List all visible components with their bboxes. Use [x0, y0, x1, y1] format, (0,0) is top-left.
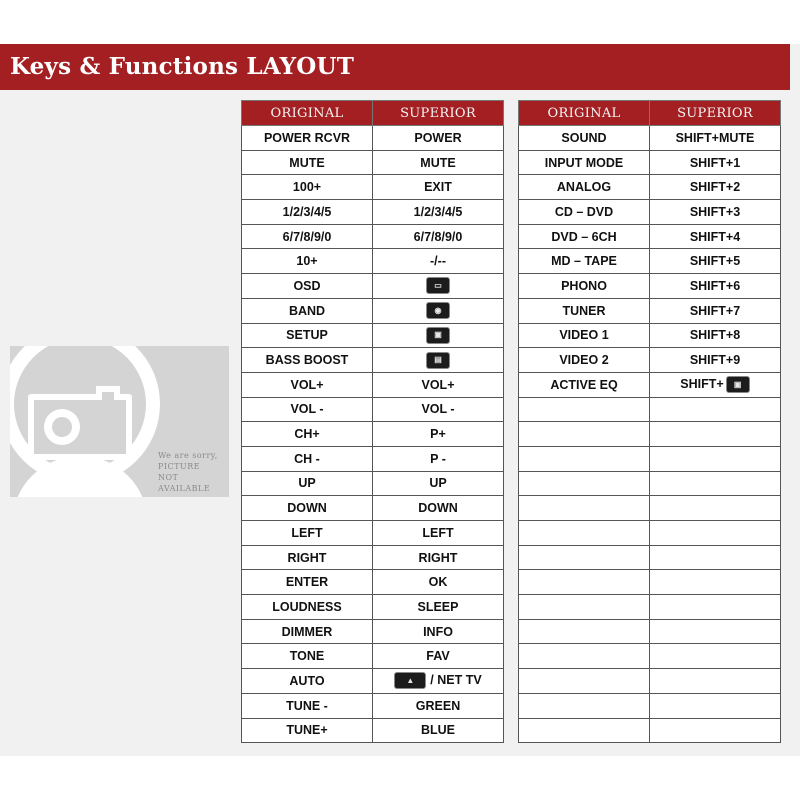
- table-row: [519, 545, 781, 570]
- cell-original: TONE: [242, 644, 373, 669]
- cell-superior: DOWN: [373, 496, 504, 521]
- table-header-row: [519, 101, 781, 126]
- rectangle-icon: [426, 277, 450, 294]
- table-row: [519, 126, 781, 151]
- table-row: [242, 595, 504, 620]
- cell-original: VIDEO 2: [519, 348, 650, 373]
- table-row: [242, 521, 504, 546]
- note-line: NOT: [158, 473, 179, 482]
- cell-original: TUNE+: [242, 718, 373, 743]
- cell-superior: INFO: [373, 619, 504, 644]
- folder-icon: [426, 327, 450, 344]
- cell-original: [519, 422, 650, 447]
- note-line: PICTURE: [158, 462, 201, 471]
- table-header-row: [242, 101, 504, 126]
- cell-original: BASS BOOST: [242, 348, 373, 373]
- table-row: [242, 669, 504, 694]
- cell-superior: SHIFT+3: [650, 200, 781, 225]
- table-row: [242, 200, 504, 225]
- table-row: [519, 150, 781, 175]
- cell-original: LOUDNESS: [242, 595, 373, 620]
- cell-original: [519, 669, 650, 694]
- table-row: [242, 224, 504, 249]
- cell-original: [519, 595, 650, 620]
- table-row: [242, 644, 504, 669]
- table-row: [242, 175, 504, 200]
- cell-superior: P+: [373, 422, 504, 447]
- cell-original: ACTIVE EQ: [519, 372, 650, 397]
- cell-superior: 6/7/8/9/0: [373, 224, 504, 249]
- table-row: [242, 298, 504, 323]
- cell-superior: OK: [373, 570, 504, 595]
- column-header-original: ORIGINAL: [519, 101, 650, 126]
- note-line: AVAILABLE: [158, 484, 211, 493]
- cell-superior-label: / NET TV: [430, 673, 482, 688]
- table-row: [519, 521, 781, 546]
- table-row: [519, 619, 781, 644]
- table-row: [519, 644, 781, 669]
- table-row: [519, 372, 781, 397]
- table-row: [242, 274, 504, 299]
- key-mapping-table-left: [241, 100, 504, 743]
- cell-original: [519, 471, 650, 496]
- icon-glyph: ▤: [434, 355, 442, 365]
- table-row: [242, 372, 504, 397]
- cell-superior: P -: [373, 446, 504, 471]
- cell-original: BAND: [242, 298, 373, 323]
- icon-glyph: ▣: [434, 330, 442, 340]
- cell-superior: SHIFT+5: [650, 249, 781, 274]
- cell-superior: [650, 446, 781, 471]
- film-icon: [426, 352, 450, 369]
- table-row: [519, 274, 781, 299]
- column-header-superior: SUPERIOR: [650, 101, 781, 126]
- cell-superior: SHIFT+4: [650, 224, 781, 249]
- table-row: [242, 150, 504, 175]
- cell-original: PHONO: [519, 274, 650, 299]
- cell-original: [519, 545, 650, 570]
- cell-superior: 1/2/3/4/5: [373, 200, 504, 225]
- table-row: [242, 422, 504, 447]
- cell-superior: MUTE: [373, 150, 504, 175]
- cell-original: ANALOG: [519, 175, 650, 200]
- table-row: [242, 570, 504, 595]
- table-row: [519, 323, 781, 348]
- cell-original: 1/2/3/4/5: [242, 200, 373, 225]
- cell-original: AUTO: [242, 669, 373, 694]
- table-row: [242, 446, 504, 471]
- cell-superior: [373, 323, 504, 348]
- icon-glyph: ▭: [434, 280, 442, 290]
- cell-original: [519, 619, 650, 644]
- table-row: [242, 323, 504, 348]
- key-mapping-table-right: [518, 100, 781, 743]
- cell-original: CD – DVD: [519, 200, 650, 225]
- table-row: [242, 718, 504, 743]
- cell-superior: SHIFT+8: [650, 323, 781, 348]
- cell-original: [519, 446, 650, 471]
- table-row: [519, 718, 781, 743]
- not-available-note: [158, 450, 218, 494]
- cell-superior: [373, 669, 504, 694]
- table-row: [519, 348, 781, 373]
- cell-original: DVD – 6CH: [519, 224, 650, 249]
- cell-original: [519, 718, 650, 743]
- cell-original: MUTE: [242, 150, 373, 175]
- cell-superior: [650, 669, 781, 694]
- table-row: [242, 397, 504, 422]
- cell-superior-label: SHIFT+: [680, 377, 724, 392]
- table-row: [242, 693, 504, 718]
- triangle-up-icon: [394, 672, 426, 689]
- cell-superior: SLEEP: [373, 595, 504, 620]
- column-header-original: ORIGINAL: [242, 101, 373, 126]
- table-row: [519, 496, 781, 521]
- table-row: [242, 249, 504, 274]
- cell-superior: FAV: [373, 644, 504, 669]
- cell-superior: [373, 274, 504, 299]
- cell-original: [519, 644, 650, 669]
- table-row: [242, 619, 504, 644]
- cell-superior: [373, 348, 504, 373]
- cell-superior: [650, 372, 781, 397]
- cell-original: LEFT: [242, 521, 373, 546]
- cell-original: OSD: [242, 274, 373, 299]
- cell-original: DOWN: [242, 496, 373, 521]
- cell-superior: LEFT: [373, 521, 504, 546]
- picture-not-available-placeholder: [10, 346, 229, 497]
- cell-superior: VOL -: [373, 397, 504, 422]
- cell-original: MD – TAPE: [519, 249, 650, 274]
- cell-original: 10+: [242, 249, 373, 274]
- cell-original: VOL -: [242, 397, 373, 422]
- cell-original: TUNER: [519, 298, 650, 323]
- column-header-superior: SUPERIOR: [373, 101, 504, 126]
- cell-original: VOL+: [242, 372, 373, 397]
- table-row: [519, 446, 781, 471]
- cell-original: [519, 397, 650, 422]
- table-row: [242, 471, 504, 496]
- cell-original: 100+: [242, 175, 373, 200]
- table-row: [519, 570, 781, 595]
- icon-glyph: ▣: [733, 379, 742, 389]
- cell-superior: GREEN: [373, 693, 504, 718]
- cell-superior: SHIFT+6: [650, 274, 781, 299]
- cell-superior: [650, 397, 781, 422]
- cell-original: [519, 521, 650, 546]
- table-row: [519, 298, 781, 323]
- cell-original: INPUT MODE: [519, 150, 650, 175]
- cell-original: RIGHT: [242, 545, 373, 570]
- table-row: [519, 693, 781, 718]
- cell-superior: VOL+: [373, 372, 504, 397]
- page-title: Keys & Functions LAYOUT: [0, 44, 790, 90]
- table-row: [519, 669, 781, 694]
- cell-original: SETUP: [242, 323, 373, 348]
- cell-superior: [650, 496, 781, 521]
- table-row: [242, 348, 504, 373]
- cell-original: POWER RCVR: [242, 126, 373, 151]
- table-row: [519, 249, 781, 274]
- cell-original: VIDEO 1: [519, 323, 650, 348]
- table-row: [519, 175, 781, 200]
- table-row: [242, 496, 504, 521]
- cell-superior: [650, 693, 781, 718]
- cell-superior: -/--: [373, 249, 504, 274]
- cell-original: CH -: [242, 446, 373, 471]
- table-row: [519, 224, 781, 249]
- table-row: [519, 422, 781, 447]
- icon-glyph: ◉: [434, 305, 442, 315]
- cell-original: [519, 496, 650, 521]
- cell-superior: [650, 570, 781, 595]
- cell-original: CH+: [242, 422, 373, 447]
- cell-original: UP: [242, 471, 373, 496]
- table-row: [519, 397, 781, 422]
- cell-superior: [650, 545, 781, 570]
- cell-superior: [650, 471, 781, 496]
- cell-superior: SHIFT+2: [650, 175, 781, 200]
- folder-icon: [726, 376, 750, 393]
- cell-superior: [650, 619, 781, 644]
- cell-superior: UP: [373, 471, 504, 496]
- cell-superior: SHIFT+1: [650, 150, 781, 175]
- icon-glyph: ▲: [406, 675, 415, 685]
- cell-superior: SHIFT+7: [650, 298, 781, 323]
- cell-superior: [650, 718, 781, 743]
- cell-superior: [650, 422, 781, 447]
- cell-original: SOUND: [519, 126, 650, 151]
- cell-superior: RIGHT: [373, 545, 504, 570]
- cell-original: TUNE -: [242, 693, 373, 718]
- table-row: [519, 471, 781, 496]
- circle-dot-icon: [426, 302, 450, 319]
- cell-superior: SHIFT+9: [650, 348, 781, 373]
- table-row: [519, 200, 781, 225]
- cell-original: [519, 570, 650, 595]
- cell-superior: [650, 595, 781, 620]
- cell-original: [519, 693, 650, 718]
- cell-superior: [650, 521, 781, 546]
- note-line: We are sorry,: [158, 451, 218, 460]
- table-row: [242, 126, 504, 151]
- cell-original: DIMMER: [242, 619, 373, 644]
- cell-superior: BLUE: [373, 718, 504, 743]
- cell-superior: EXIT: [373, 175, 504, 200]
- cell-superior: SHIFT+MUTE: [650, 126, 781, 151]
- cell-original: 6/7/8/9/0: [242, 224, 373, 249]
- cell-superior: POWER: [373, 126, 504, 151]
- table-row: [242, 545, 504, 570]
- cell-superior: [373, 298, 504, 323]
- table-row: [519, 595, 781, 620]
- cell-superior: [650, 644, 781, 669]
- cell-original: ENTER: [242, 570, 373, 595]
